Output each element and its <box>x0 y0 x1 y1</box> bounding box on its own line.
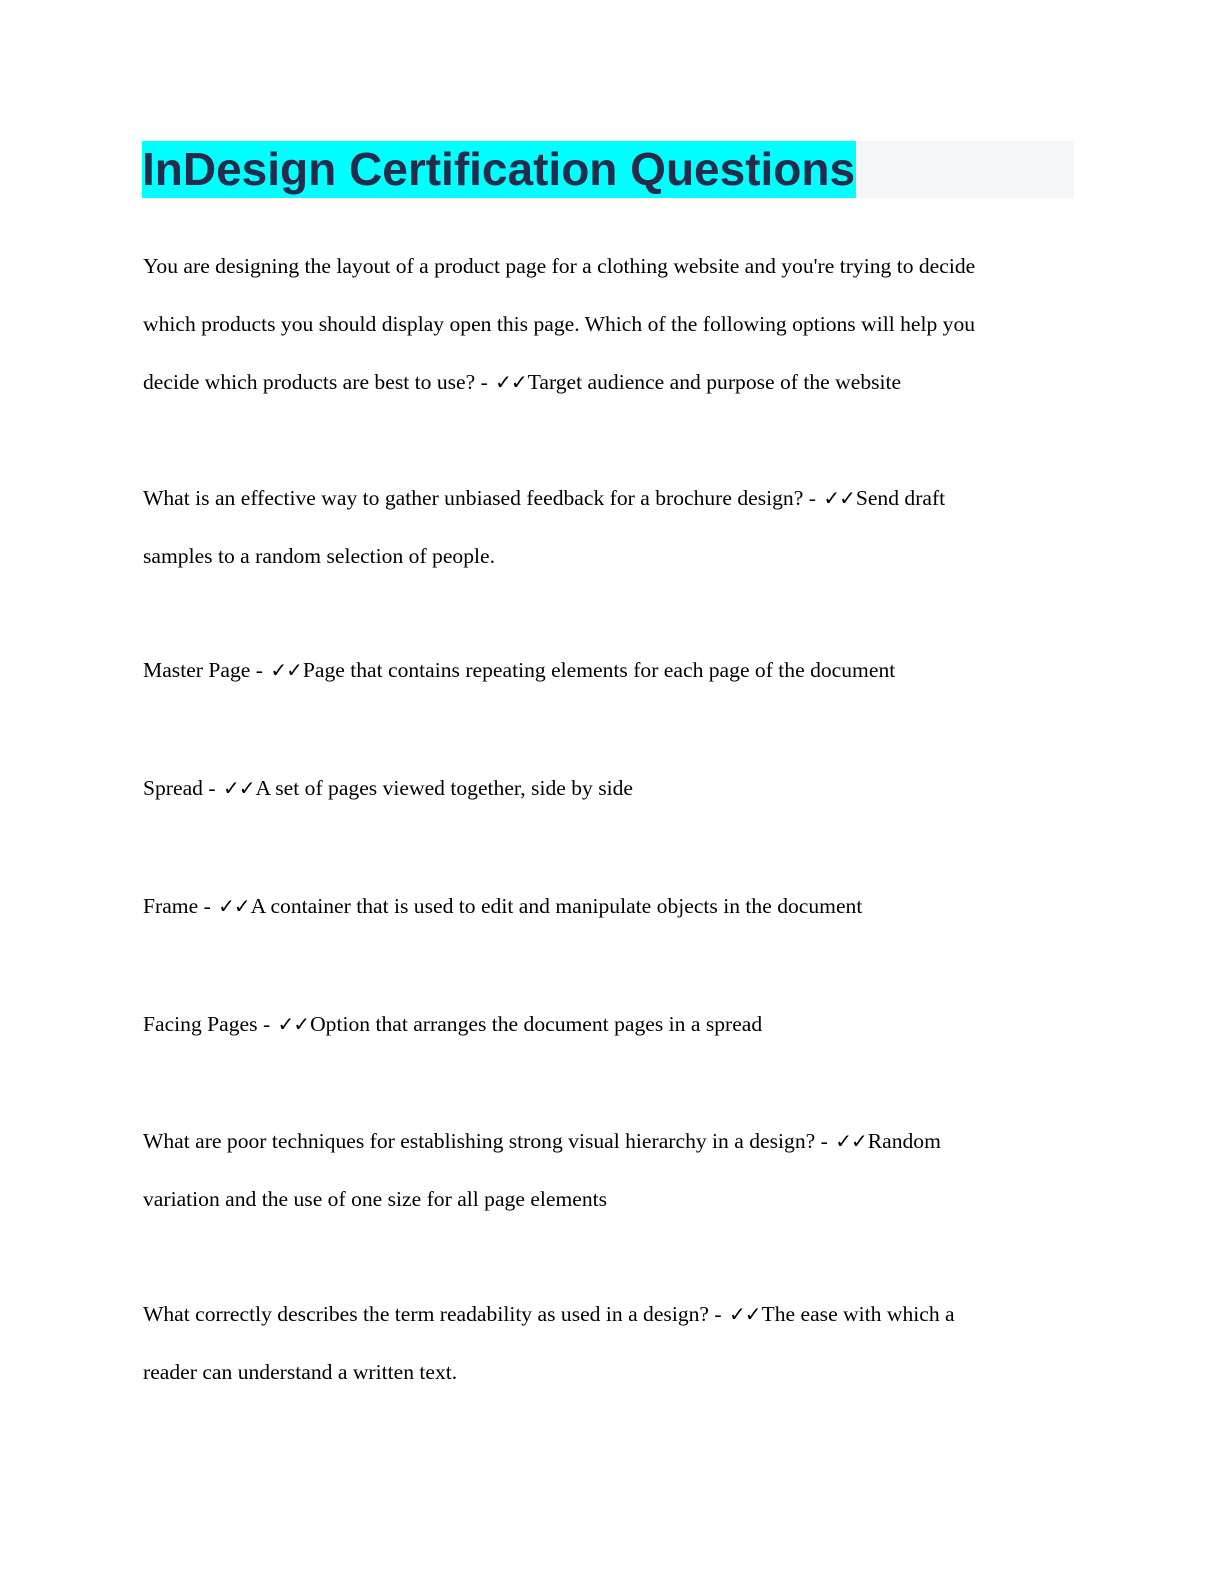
double-check-icon: ✓✓ <box>835 1129 867 1153</box>
qa-item <box>143 641 1073 699</box>
answer-text: A set of pages viewed together, side by side <box>255 776 634 800</box>
double-check-icon: ✓✓ <box>218 894 250 918</box>
term-text: Facing Pages - <box>143 1012 276 1036</box>
qa-item <box>143 877 1073 935</box>
answer-text: Random <box>867 1129 941 1153</box>
question-answer-line <box>143 759 1073 817</box>
double-check-icon: ✓✓ <box>495 370 527 394</box>
document-title: InDesign Certification Questions <box>142 141 856 198</box>
double-check-icon: ✓✓ <box>277 1012 310 1036</box>
double-check-icon: ✓✓ <box>729 1302 761 1326</box>
answer-text: Page that contains repeating elements for each page of the document <box>302 658 896 682</box>
question-answer-line <box>143 995 1073 1053</box>
question-answer-line <box>143 1285 1073 1343</box>
question-text: What are poor techniques for establishing strong visual hierarchy in a design? - <box>143 1129 834 1153</box>
question-answer-line <box>143 877 1073 935</box>
question-answer-line <box>143 1112 1073 1170</box>
question-text: which products you should display open this page. Which of the following options will help you <box>143 312 976 336</box>
double-check-icon: ✓✓ <box>222 776 255 800</box>
qa-item <box>143 1112 1073 1228</box>
question-answer-line <box>143 641 1073 699</box>
question-text: What is an effective way to gather unbiased feedback for a brochure design? - <box>143 486 822 510</box>
qa-item <box>143 995 1073 1053</box>
qa-item <box>143 1285 1073 1401</box>
term-text: Spread - <box>143 776 221 800</box>
answer-text: samples to a random selection of people. <box>143 544 495 568</box>
question-text: decide which products are best to use? - <box>143 370 494 394</box>
term-text: Frame - <box>143 894 217 918</box>
answer-text: Target audience and purpose of the website <box>527 370 902 394</box>
answer-text: Send draft <box>855 486 946 510</box>
answer-text: A container that is used to edit and manipulate objects in the document <box>250 894 863 918</box>
question-text: What correctly describes the term readability as used in a design? - <box>143 1302 728 1326</box>
double-check-icon: ✓✓ <box>823 486 855 510</box>
answer-text: reader can understand a written text. <box>143 1360 458 1384</box>
answer-text: variation and the use of one size for all page elements <box>143 1187 608 1211</box>
qa-item <box>143 759 1073 817</box>
question-answer-line <box>143 353 1073 411</box>
answer-text: Option that arranges the document pages in a spread <box>310 1012 763 1036</box>
double-check-icon: ✓✓ <box>270 658 302 682</box>
qa-item <box>143 237 1073 411</box>
question-text: You are designing the layout of a product page for a clothing website and you're trying to decide <box>143 254 976 278</box>
term-text: Master Page - <box>143 658 269 682</box>
answer-text: The ease with which a <box>761 1302 955 1326</box>
qa-item <box>143 469 1073 585</box>
question-answer-line <box>143 469 1073 527</box>
